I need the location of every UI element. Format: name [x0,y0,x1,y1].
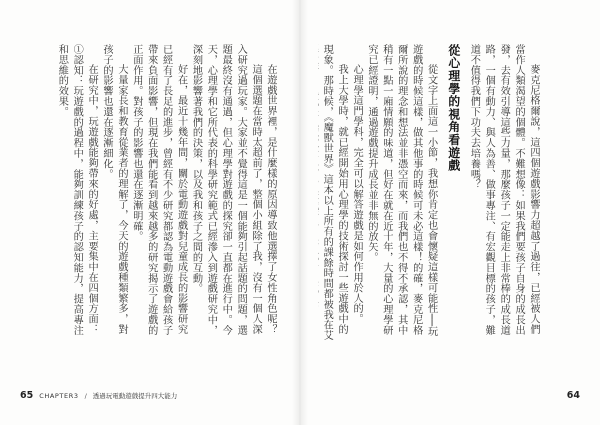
body-paragraph: 麥克尼格爾說，這四個遊戲影響力超越了過往，已經被人們當作人類渴望的個體。不難想像：如果我們要孩子自身的成長出發，去有效引導這些力量，那麼孩子一定能走上非常棒的成長道路，一個有動力、與人為善、做事專注、有宏觀目標的孩子，難道不值得我們下功夫去培養嗎？ [468,44,539,336]
body-paragraph: 我上大學時，就已經開始用心理學的技術探討一些遊戲中的現象。那時候，《魔獸世界》這本以上所有的課餘時間都被我在艾 [321,44,348,341]
body-paragraph: 心理學這門學科，完全可以解答遊戲是如何作用於人的。 [351,64,363,325]
footer-separator: / [84,392,87,400]
chapter-title: 透過玩電動遊戲提升四大能力 [92,392,178,400]
body-paragraph: 這個選題在當時太超前了，整個小組除了我，沒有一個人深入研究過玩家。大家並不覺得這是一個能夠引起話題的問題，選題最終沒有通過，但心理學對遊戲的探究卻一直都在進行中。今天，心理學和它所代表的科學研究範式已經滲入到遊戲研究中，深刻地影響著我們的決策，以及我和孩子之間的互動。 [190,44,262,336]
right-page-body [318,44,540,344]
left-page-body [55,44,277,344]
right-page-footer [567,390,580,401]
body-paragraph: 在遊戲世界裡，是什麼樣的原因導致他選擇了女性角色呢？ [265,64,276,335]
chapter-label: CHAPTER3 [39,392,79,400]
body-paragraph: 好在，最近十幾年間，關於電動遊戲對兒童成長的影響研究已經有了長足的進步，曾經有不少研究都認為電動遊戲會給孩子帶來負面影響，但現在我們能看到越來越多的研究揭示了遊戲的正面作用。對孩子的影響也還在逐漸明確。 [130,44,187,336]
body-paragraph: 在研究中，玩遊戲能夠帶來的好處，主要集中在四個方面： [86,64,98,335]
left-page-footer [20,390,177,401]
page-number: 64 [566,390,580,401]
section-heading: 從心理學的視角看遊戲 [446,44,461,172]
page-number: 65 [20,390,34,401]
body-paragraph: 大量家長和教育從業者的理解了，今天的遊戲種類繁多，對孩子的影響也還在逐漸細化。 [101,44,127,335]
body-paragraph: 從文字上面這一小節，我想你肯定也會懷疑這樣可能性──玩遊戲的時候這樣，做其他事的時候可未必這樣！的確，麥克尼格爾所說的理念和想法並非憑空而來，而我們也不得不承認，其中稍有一點一廂情願的味道，但好在就在近十年，大量的心理學研究已經證明，通過遊戲提升成長並非無的放矢。 [365,44,437,338]
list-item-cognition: ①認知：玩遊戲的過程中，能夠訓練孩子的認知能力，提高專注和思維的效果。 [56,44,83,336]
